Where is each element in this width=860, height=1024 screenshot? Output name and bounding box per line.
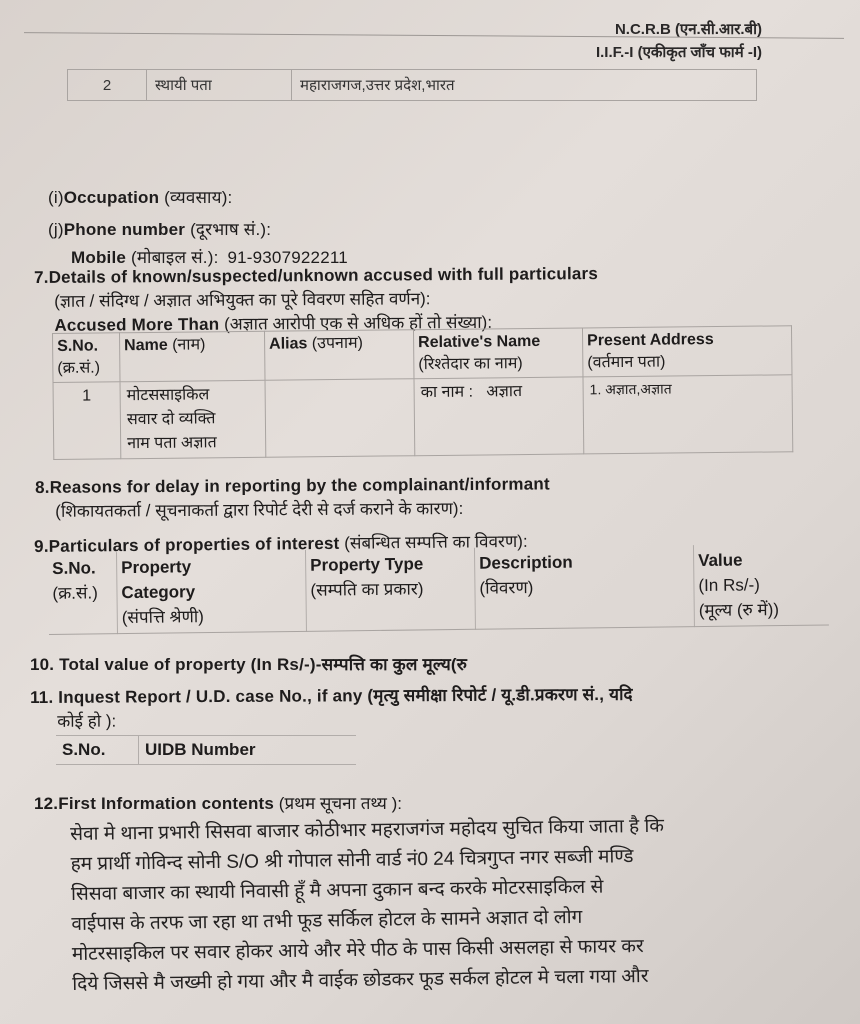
col-type-hi: (सम्पति का प्रकार): [310, 579, 424, 600]
col-property-category: [116, 550, 306, 634]
col-category-hi: (संपत्ति श्रेणी): [121, 607, 204, 628]
properties-table: [48, 543, 829, 635]
section-7-heading: [34, 262, 598, 338]
col-value-en: Value: [698, 550, 743, 571]
col-sno: S.No.: [56, 736, 139, 765]
col-value: [693, 543, 828, 626]
accused-name-line: नाम पता अज्ञात: [127, 434, 217, 453]
accused-name: [120, 380, 266, 459]
address-value: महाराजगज,उत्तर प्रदेश,भारत: [292, 70, 757, 101]
section-12-title-hi: (प्रथम सूचना तथ्य ):: [278, 794, 402, 813]
col-sno: [53, 333, 121, 383]
col-relative-en: Relative's Name: [418, 332, 541, 352]
col-description-en: Description: [479, 552, 573, 573]
form-header: [596, 18, 762, 64]
col-sno: [48, 552, 117, 634]
phone-label: Phone number: [63, 220, 186, 239]
section-9-title-hi: (संबन्धित सम्पत्ति का विवरण):: [344, 531, 528, 553]
col-sno-en: S.No.: [57, 337, 99, 355]
table-row: [68, 70, 757, 101]
accused-sno: 1: [53, 382, 121, 460]
col-category-en-2: Category: [121, 582, 196, 603]
accused-relative: का नाम : अज्ञात: [414, 377, 584, 456]
col-name-hi: (नाम): [172, 336, 206, 354]
table-header-row: [56, 736, 356, 765]
col-value-unit: (In Rs/-): [698, 575, 760, 596]
col-relative-hi: (रिश्तेदार का नाम): [418, 355, 523, 374]
section-8-title: 8.Reasons for delay in reporting by the complainant/informant: [35, 474, 550, 497]
accused-name-line: सवार दो व्यक्ति: [126, 410, 216, 429]
col-property-type: [305, 548, 475, 632]
col-relative: [413, 328, 583, 379]
section-7-title-hi: (ज्ञात / संदिग्ध / अज्ञात अभियुक्त का पूरे विवरण सहित वर्णन):: [54, 289, 431, 311]
accused-more-hi: (अज्ञात आरोपी एक से अधिक हों तो संख्या):: [224, 312, 493, 334]
col-sno-en: S.No.: [52, 558, 96, 578]
accused-alias: [265, 379, 415, 458]
accused-name-line: मोटससाइकिल: [126, 386, 210, 405]
section-8-title-hi: (शिकायतकर्ता / सूचनाकर्ता द्वारा रिपोर्ट देरी से दर्ज कराने के कारण):: [55, 499, 464, 521]
col-alias-en: Alias: [269, 335, 308, 353]
occupation-label-hi: (व्यवसाय):: [164, 188, 233, 207]
table-header-row: [53, 326, 792, 383]
fir-line: मोटरसाइकिल पर सवार होकर आये और मेरे पीठ के पास किसी असलहा से फायर कर: [71, 936, 644, 965]
fir-line: वाईपास के तरफ जा रहा था तभी फूड सर्किल होटल के सामने अज्ञात दो लोग: [71, 906, 583, 935]
table-row: [53, 375, 793, 460]
col-address: [582, 326, 792, 377]
col-description-hi: (विवरण): [479, 578, 534, 598]
address-type: स्थायी पता: [147, 70, 292, 101]
section-11-title-cont: कोई हो ):: [57, 711, 117, 731]
phone-label-hi: (दूरभाष सं.):: [190, 220, 272, 239]
col-value-hi: (मूल्य (रु में)): [698, 600, 780, 621]
mobile-label-hi: (मोबाइल सं.):: [130, 248, 219, 267]
section-9-title: 9.Particulars of properties of interest: [34, 533, 340, 556]
col-name: [120, 331, 266, 382]
col-alias-hi: (उपनाम): [311, 334, 364, 353]
address-table: [67, 69, 757, 101]
section-12-heading: [34, 792, 402, 816]
fir-line: सेवा मे थाना प्रभारी सिसवा बाजार कोठीभार महराजगंज महोदय सुचित किया जाता है कि: [70, 815, 665, 845]
fir-line: दिये जिससे मै जख्मी हो गया और मै वाईक छोडकर फूड सर्कल होटल मे चला गया और: [72, 965, 649, 995]
col-address-en: Present Address: [587, 331, 714, 350]
section-12-title: 12.First Information contents: [34, 794, 275, 813]
col-type-en: Property Type: [310, 554, 424, 575]
mobile-label: Mobile: [71, 248, 127, 267]
occupation-field: [48, 185, 232, 208]
accused-table: [52, 325, 793, 460]
mobile-value: 91-9307922211: [227, 248, 348, 267]
table-header-row: [48, 543, 829, 634]
section-10: [30, 653, 467, 677]
fir-line: हम प्रार्थी गोविन्द सोनी S/O श्री गोपाल सोनी वार्ड नं0 24 चित्रगुप्त नगर सब्जी मण्डि: [70, 846, 634, 875]
accused-more-label: Accused More Than: [54, 314, 220, 335]
phone-field: [48, 217, 271, 240]
occupation-label: Occupation: [63, 188, 160, 207]
section-11-title: 11. Inquest Report / U.D. case No., if any (मृत्यु समीक्षा रिपोर्ट / यू.डी.प्रकरण सं., यदि: [30, 684, 633, 707]
col-description: [474, 545, 694, 629]
col-sno-hi: (क्र.सं.): [52, 583, 98, 603]
inquest-table: [56, 735, 356, 765]
accused-address: 1. अज्ञात,अज्ञात: [583, 375, 793, 454]
address-sno: 2: [68, 70, 147, 101]
col-sno-hi: (क्र.सं.): [57, 359, 101, 377]
occupation-prefix: (i): [48, 188, 64, 207]
iif-title: I.I.F.-I (एकीकृत जाँच फार्म -I): [595, 44, 762, 61]
fir-contents: [70, 810, 792, 1000]
section-11-heading: [30, 683, 633, 734]
section-7-title: 7.Details of known/suspected/unknown accused with full particulars: [34, 264, 599, 287]
phone-prefix: (j): [48, 220, 64, 239]
col-name-en: Name: [124, 336, 168, 355]
col-category-en-1: Property: [121, 557, 192, 578]
col-uidb-number: UIDB Number: [139, 736, 357, 765]
section-10-title: 10. Total value of property (In Rs/-)-सम्पत्ति का कुल मूल्य(रु: [30, 655, 468, 674]
section-8-heading: [35, 472, 550, 524]
col-address-hi: (वर्तमान पता): [587, 353, 666, 372]
ncrb-title: N.C.R.B (एन.सी.आर.बी): [614, 21, 762, 38]
col-alias: [264, 330, 414, 381]
fir-line: सिसवा बाजार का स्थायी निवासी हूँ मै अपना दुकान बन्द करके मोटरसाइकिल से: [70, 876, 604, 905]
